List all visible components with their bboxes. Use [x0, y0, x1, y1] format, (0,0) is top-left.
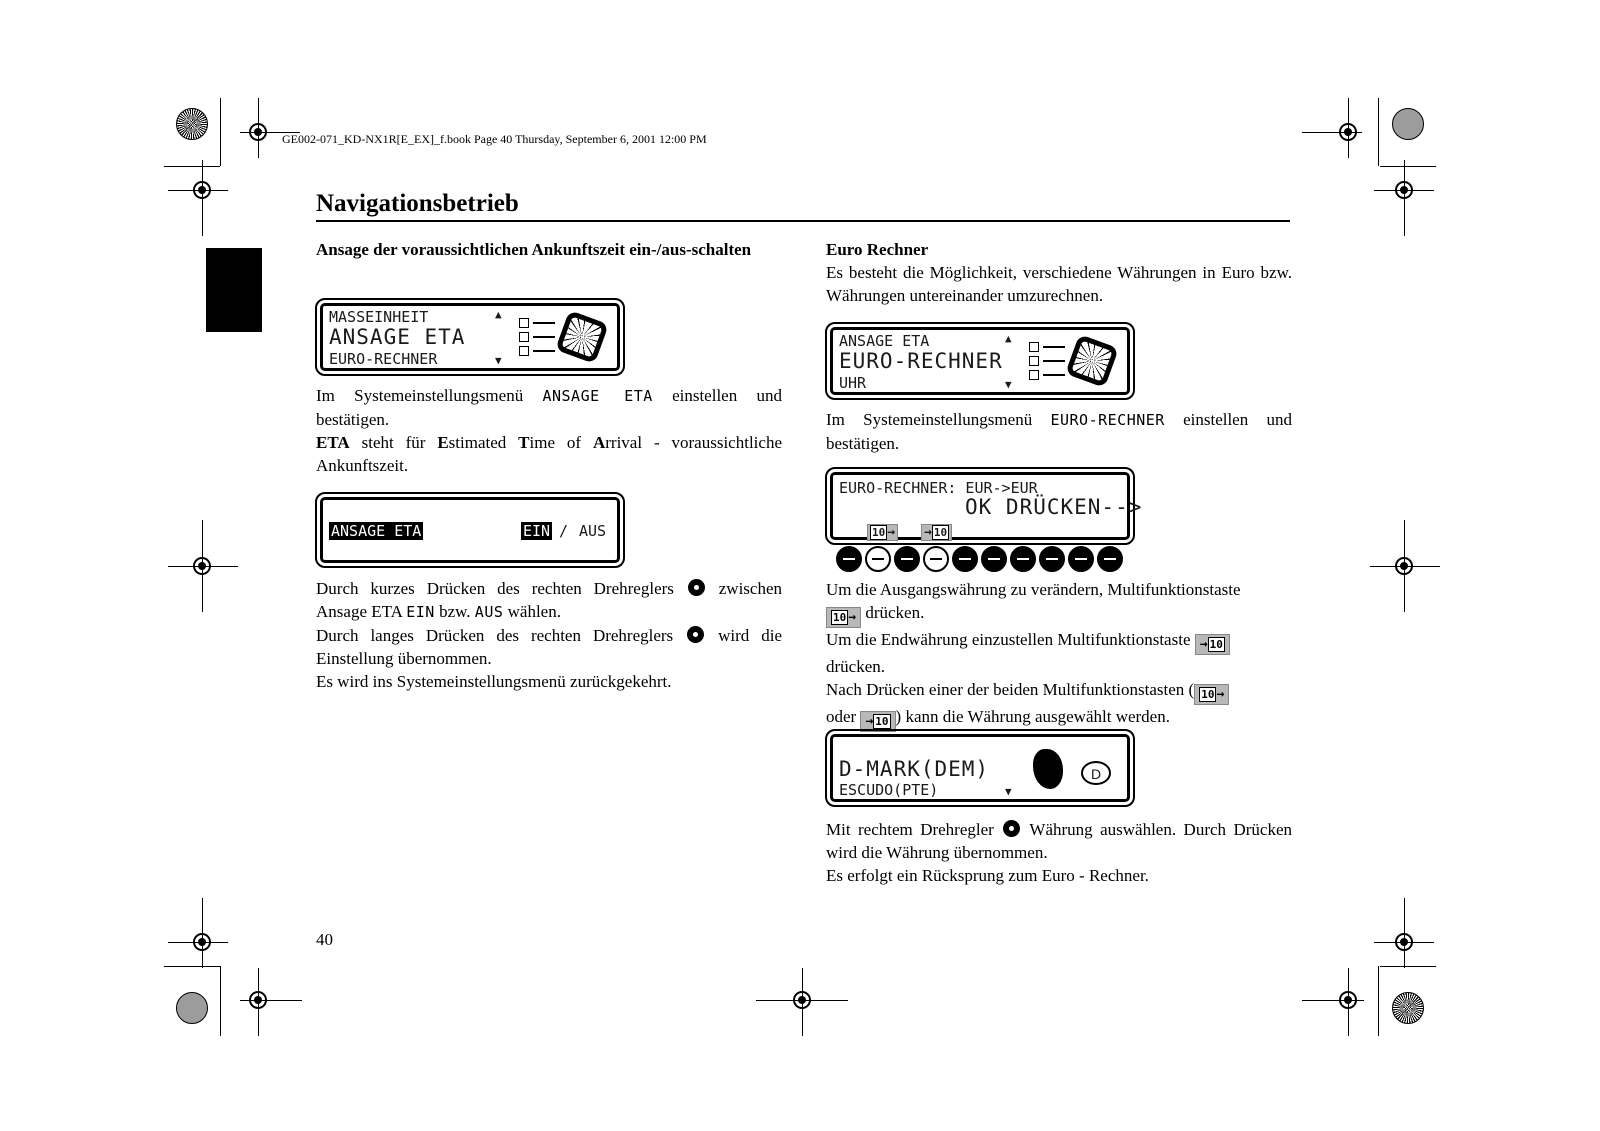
multifunction-key-right[interactable]: → 10: [1195, 634, 1230, 655]
eta-paragraph-2: Durch kurzes Drücken des rechten Drehreglers zwischen Ansage ETA EIN bzw. AUS wählen. Durch langes Drücken des rechten Drehreglers wird die Einstellung übernommen. Es wird ins Systemeinstellungsmenü zurückgekehrt.: [316, 579, 782, 691]
lcd-menu-euro-rechner: [830, 327, 1130, 395]
lcd-line-selected: D-MARK(DEM): [839, 757, 990, 781]
lcd-line-selected: EURO-RECHNER: [839, 349, 1003, 373]
gear-icon: [1065, 334, 1119, 388]
euro-heading: Euro Rechner: [826, 240, 929, 259]
softkey-left-icon: 10 →: [867, 519, 898, 541]
softkey-right-icon: → 10: [921, 519, 952, 541]
lcd-separator: /: [559, 522, 569, 540]
lcd-line-selected: ANSAGE ETA: [329, 325, 466, 349]
scroll-up-icon: ▲: [1005, 332, 1012, 345]
euro-paragraph-1: Im Systemeinstellungsmenü EURO-RECHNER einstellen und bestätigen.: [826, 410, 1292, 453]
euro-paragraph-3: Mit rechtem Drehregler Währung auswählen. Durch Drücken wird die Währung übernommen. Es erfolgt ein Rücksprung zum Euro - Rechner.: [826, 820, 1292, 885]
scroll-up-icon: ▲: [495, 308, 502, 321]
rotary-knob-icon: [687, 626, 704, 643]
lcd-option-on: EIN: [523, 522, 551, 540]
lcd-line: UHR: [839, 374, 867, 392]
function-button: [865, 546, 891, 572]
inline-lcd-text: ANSAGE ETA: [542, 387, 653, 405]
function-button: [836, 546, 862, 572]
registration-disc: [176, 992, 208, 1024]
lcd-euro-rechner: [830, 472, 1143, 540]
function-button: [894, 546, 920, 572]
lcd-line: EURO-RECHNER: EUR->EUR: [839, 479, 1038, 497]
title-rule: [316, 220, 1290, 222]
page-number: 40: [316, 930, 333, 949]
chapter-tab: [206, 248, 262, 332]
euro-intro: Es besteht die Möglichkeit, verschiedene Währungen in Euro bzw. Währungen untereinander umzurechnen.: [826, 263, 1292, 305]
function-button: [981, 546, 1007, 572]
page-title: Navigationsbetrieb: [316, 190, 519, 217]
checklist-icon: [519, 316, 559, 362]
lcd-menu-ansage-eta: [320, 303, 620, 371]
scroll-down-icon: ▼: [1005, 785, 1012, 798]
lcd-ok-prompt: OK DRÜCKEN-->: [965, 495, 1143, 519]
multifunction-key-right[interactable]: → 10: [860, 711, 895, 732]
country-badge: D: [1081, 761, 1111, 785]
multifunction-key-left[interactable]: 10 →: [1194, 684, 1229, 705]
lcd-currency-select: [830, 734, 1130, 802]
checklist-icon: [1029, 340, 1069, 386]
euro-paragraph-2: Um die Ausgangswährung zu verändern, Multifunktionstaste 10 → drücken. Um die Endwährung einzustellen Multifunktionstaste → 10 drücken. Nach Drücken einer der beiden Multifunktionstasten ( 10 → oder → 10 ) kann die Währung ausgewählt werden.: [826, 578, 1292, 732]
function-button: [1097, 546, 1123, 572]
function-button-row: [836, 546, 1123, 572]
book-header: GE002-071_KD-NX1R[E_EX]_f.book Page 40 Thursday, September 6, 2001 12:00 PM: [282, 132, 707, 146]
scroll-down-icon: ▼: [495, 354, 502, 367]
registration-disc: [1392, 992, 1424, 1024]
registration-disc: [1392, 108, 1424, 140]
lcd-label: ANSAGE ETA: [331, 522, 422, 540]
lcd-line: ESCUDO(PTE): [839, 781, 939, 799]
rotary-knob-icon: [1003, 820, 1020, 837]
function-button: [923, 546, 949, 572]
inline-lcd-text: EURO-RECHNER: [1050, 411, 1165, 429]
lcd-ansage-eta-toggle: [320, 497, 620, 563]
country-map-icon: [1033, 749, 1063, 789]
eta-paragraph-1: Im Systemeinstellungsmenü ANSAGE ETA einstellen und bestätigen. ETA steht für Estimated Time of Arrival - voraussichtliche Ankunftszeit.: [316, 386, 782, 475]
gear-icon: [555, 310, 609, 364]
multifunction-key-left[interactable]: 10 →: [826, 607, 861, 628]
function-button: [1039, 546, 1065, 572]
lcd-line: ANSAGE ETA: [839, 332, 930, 350]
eta-heading: Ansage der voraussichtlichen Ankunftszeit ein-/aus-schalten: [316, 240, 752, 259]
function-button: [952, 546, 978, 572]
function-button: [1068, 546, 1094, 572]
euro-section: [826, 238, 1292, 307]
registration-disc: [176, 108, 208, 140]
lcd-option-off: AUS: [579, 522, 607, 540]
scroll-down-icon: ▼: [1005, 378, 1012, 391]
lcd-line: EURO-RECHNER: [329, 350, 438, 368]
rotary-knob-icon: [688, 579, 705, 596]
lcd-line: MASSEINHEIT: [329, 308, 429, 326]
function-button: [1010, 546, 1036, 572]
